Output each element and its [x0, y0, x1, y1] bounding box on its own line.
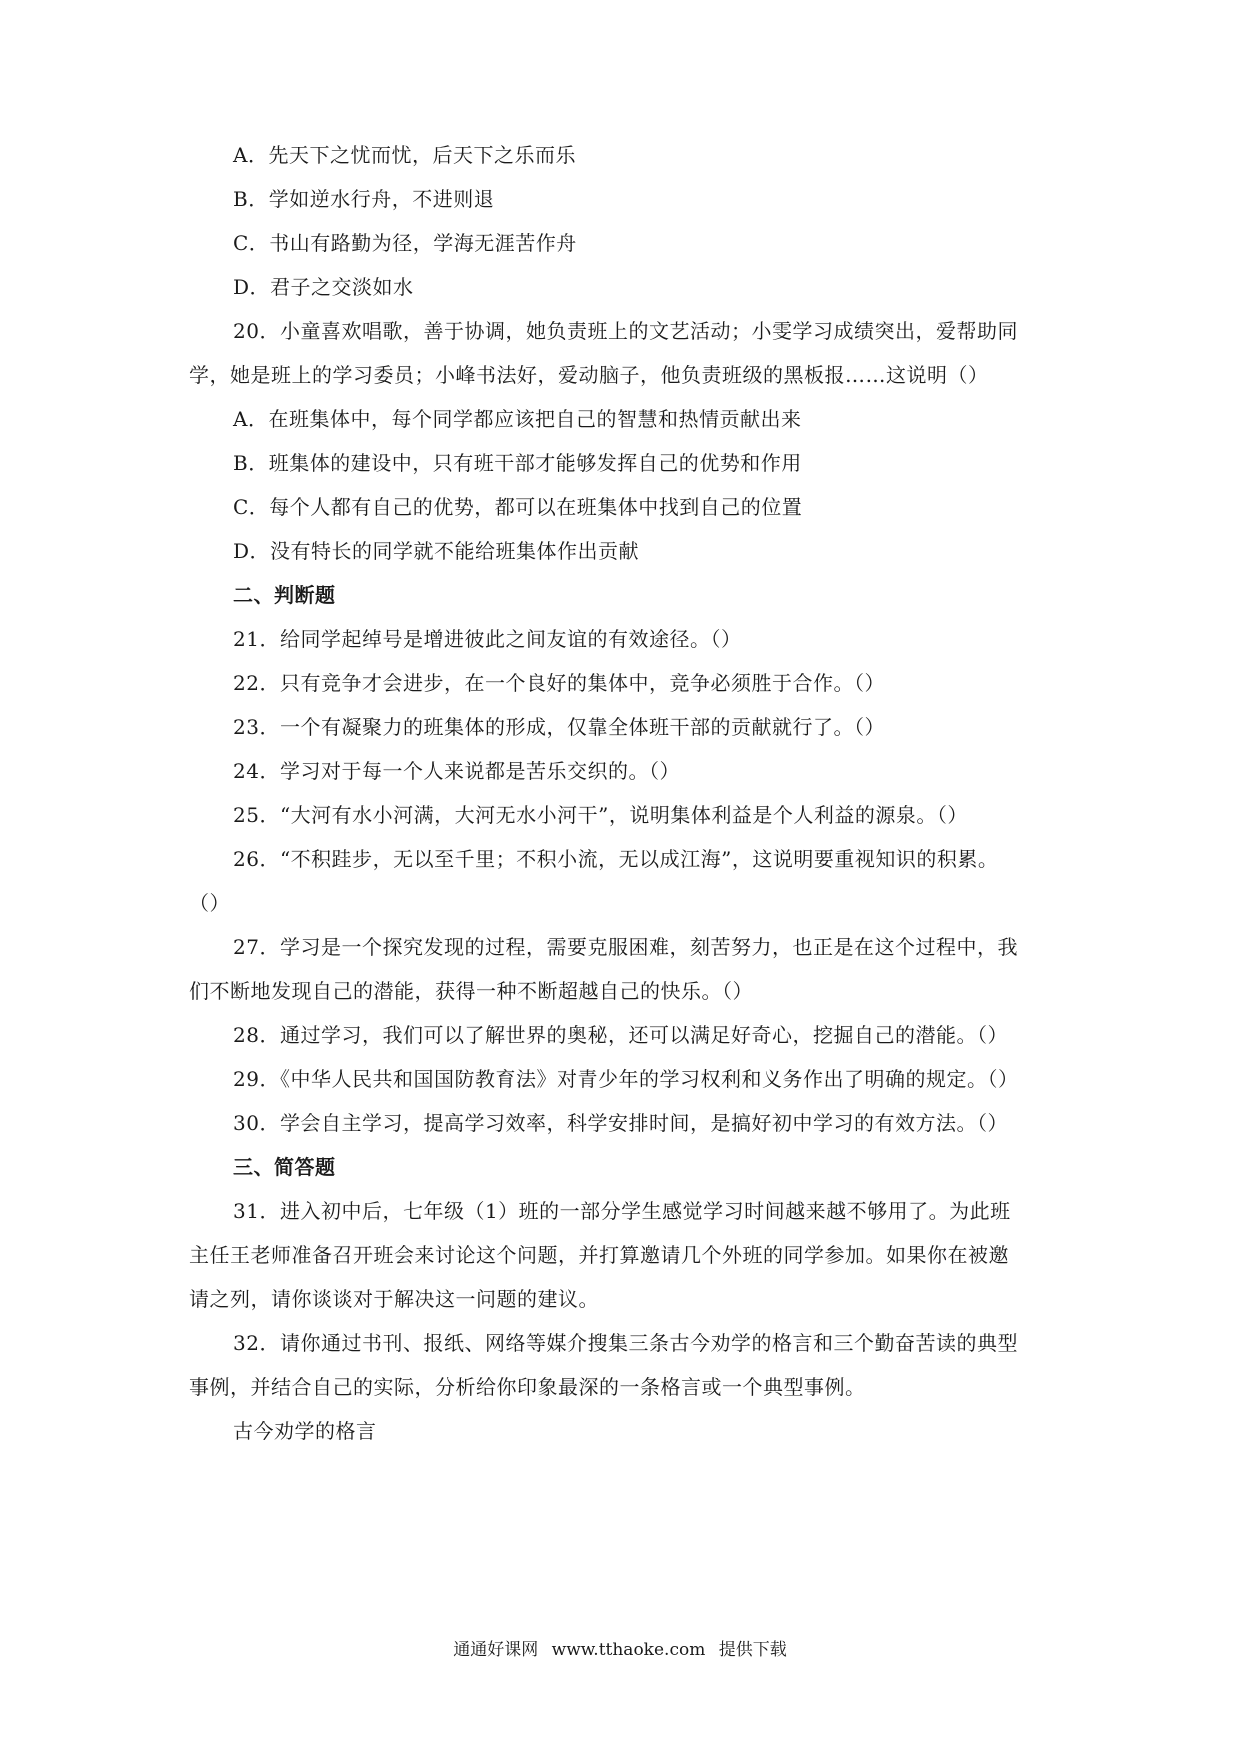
- option-c-q19: C．书山有路勤为径，学海无涯苦作舟: [233, 231, 577, 255]
- footer-url[interactable]: www.tthaoke.com: [551, 1640, 706, 1660]
- question-24: 24．学习对于每一个人来说都是苦乐交织的。（）: [233, 759, 680, 783]
- option-d-q20: D．没有特长的同学就不能给班集体作出贡献: [233, 539, 640, 563]
- question-31-line-3: 请之列，请你谈谈对于解决这一问题的建议。: [189, 1287, 599, 1311]
- question-26-line-1: 26．“不积跬步，无以至千里；不积小流，无以成江海”，这说明要重视知识的积累。: [233, 847, 999, 871]
- question-20-line-1: 20．小童喜欢唱歌，善于协调，她负责班上的文艺活动；小雯学习成绩突出，爱帮助同: [233, 319, 1018, 343]
- section-heading-short-answer: 三、简答题: [233, 1155, 336, 1179]
- option-b-q19: B．学如逆水行舟，不进则退: [233, 187, 495, 211]
- section-heading-judgment: 二、判断题: [233, 583, 336, 607]
- footer-site-name: 通通好课网: [453, 1640, 539, 1660]
- question-32-line-2: 事例，并结合自己的实际，分析给你印象最深的一条格言或一个典型事例。: [189, 1375, 866, 1399]
- option-b-q20: B．班集体的建设中，只有班干部才能够发挥自己的优势和作用: [233, 451, 802, 475]
- question-20-line-2: 学，她是班上的学习委员；小峰书法好，爱动脑子，他负责班级的黑板报……这说明（）: [189, 363, 989, 387]
- question-25: 25．“大河有水小河满，大河无水小河干”，说明集体利益是个人利益的源泉。（）: [233, 803, 968, 827]
- option-d-q19: D．君子之交淡如水: [233, 275, 414, 299]
- option-a-q20: A．在班集体中，每个同学都应该把自己的智慧和热情贡献出来: [233, 407, 802, 431]
- question-26-line-2: （）: [189, 891, 230, 915]
- option-c-q20: C．每个人都有自己的优势，都可以在班集体中找到自己的位置: [233, 495, 803, 519]
- question-21: 21．给同学起绰号是增进彼此之间友谊的有效途径。（）: [233, 627, 742, 651]
- question-27-line-1: 27．学习是一个探究发现的过程，需要克服困难，刻苦努力，也正是在这个过程中，我: [233, 935, 1018, 959]
- subheading-maxims: 古今劝学的格言: [233, 1419, 377, 1443]
- question-23: 23．一个有凝聚力的班集体的形成，仅靠全体班干部的贡献就行了。（）: [233, 715, 885, 739]
- question-30: 30．学会自主学习，提高学习效率，科学安排时间，是搞好初中学习的有效方法。（）: [233, 1111, 1008, 1135]
- question-28: 28．通过学习，我们可以了解世界的奥秘，还可以满足好奇心，挖掘自己的潜能。（）: [233, 1023, 1008, 1047]
- question-29: 29．《中华人民共和国国防教育法》对青少年的学习权利和义务作出了明确的规定。（）: [233, 1067, 1019, 1091]
- page-footer: [0, 1639, 1240, 1661]
- question-31-line-1: 31．进入初中后，七年级（1）班的一部分学生感觉学习时间越来越不够用了。为此班: [233, 1199, 1011, 1223]
- question-22: 22．只有竞争才会进步，在一个良好的集体中，竞争必须胜于合作。（）: [233, 671, 885, 695]
- question-32-line-1: 32．请你通过书刊、报纸、网络等媒介搜集三条古今劝学的格言和三个勤奋苦读的典型: [233, 1331, 1018, 1355]
- question-27-line-2: 们不断地发现自己的潜能，获得一种不断超越自己的快乐。（）: [189, 979, 753, 1003]
- question-31-line-2: 主任王老师准备召开班会来讨论这个问题，并打算邀请几个外班的同学参加。如果你在被邀: [189, 1243, 1009, 1267]
- footer-suffix: 提供下载: [718, 1640, 787, 1660]
- option-a-q19: A．先天下之忧而忧，后天下之乐而乐: [233, 143, 576, 167]
